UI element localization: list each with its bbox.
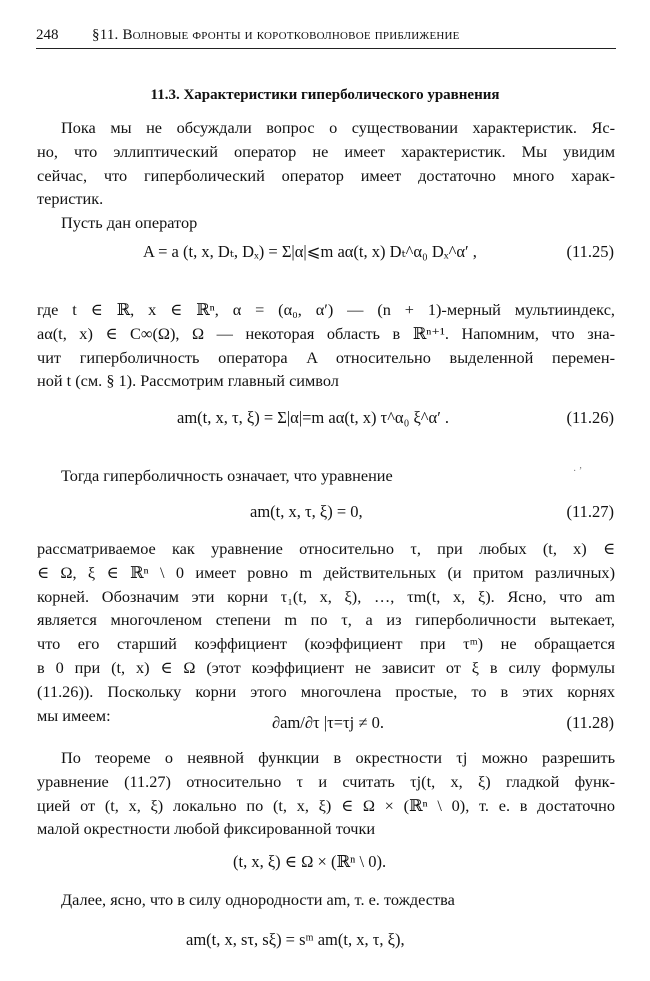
text-line: Пока мы не обсуждали вопрос о существовании характеристик. Яс- [61, 118, 615, 137]
running-header [36, 24, 616, 49]
text-line: является многочленом степени m по τ, а из гиперболичности вытекает, [37, 610, 615, 630]
text-line: корней. Обозначим эти корни τ₁(t, x, ξ), …, τm(t, x, ξ). Ясно, что am [37, 586, 615, 606]
equation-11-27 [0, 500, 650, 530]
equation-domain [0, 850, 650, 880]
paragraph-7 [37, 888, 615, 912]
equation-number: (11.26) [566, 408, 614, 427]
running-title: §11. Волновые фронты и коротковолновое приближение [92, 27, 460, 43]
text-line: По теореме о неявной функции в окрестности τj можно разрешить [61, 748, 615, 767]
paragraph-2 [37, 211, 615, 235]
paragraph-3 [37, 298, 615, 393]
equation-formula: ∂am/∂τ |τ=τj ≠ 0. [272, 713, 384, 732]
equation-11-26 [0, 400, 650, 440]
text-line: aα(t, x) ∈ C∞(Ω), Ω — некоторая область в ℝⁿ⁺¹. Напомним, что зна- [37, 323, 615, 343]
text-line: где t ∈ ℝ, x ∈ ℝⁿ, α = (α₀, α′) — (n + 1)-мерный мультииндекс, [37, 300, 615, 319]
paragraph-4 [37, 464, 615, 488]
text-line: что его старший коэффициент (коэффициент при τᵐ) не обращается [37, 634, 615, 654]
equation-formula: am(t, x, τ, ξ) = 0, [250, 502, 363, 521]
text-line: ∈ Ω, ξ ∈ ℝⁿ \ 0 имеет ровно m действительных (и притом различных) [37, 562, 615, 582]
equation-formula: am(t, x, τ, ξ) = Σ|α|=m aα(t, x) τ^α₀ ξ^α′ . [177, 408, 450, 427]
text-line: теристик. [37, 189, 104, 209]
paragraph-1 [37, 116, 615, 211]
text-line: (11.26)). Поскольку корни этого многочлена простые, то в этих корнях [37, 681, 615, 701]
page-number: 248 [36, 27, 59, 43]
text-line: мы имеем: [37, 705, 111, 725]
equation-number: (11.27) [566, 502, 614, 521]
text-line: уравнение (11.27) относительно τ и считать τj(t, x, ξ) гладкой функ- [37, 771, 615, 791]
text-line: но, что эллиптический оператор не имеет характеристик. Мы увидим [37, 141, 615, 161]
section-title: 11.3. Характеристики гиперболического уравнения [150, 87, 500, 103]
equation-number: (11.25) [566, 242, 614, 261]
text-line: рассматриваемое как уравнение относительно τ, при любых (t, x) ∈ [37, 539, 615, 558]
equation-formula: A = a (t, x, Dₜ, Dₓ) = Σ|α|⩽m aα(t, x) Dₜ^α₀ Dₓ^α′ , [143, 242, 477, 261]
equation-formula: (t, x, ξ) ∈ Ω × (ℝⁿ \ 0). [233, 852, 387, 871]
text-line: малой окрестности любой фиксированной точки [37, 819, 376, 839]
equation-number: (11.28) [566, 713, 614, 732]
paragraph-6 [37, 746, 615, 841]
scan-mark: · ’ [573, 466, 583, 477]
text-line: чит гиперболичность оператора A относительно выделенной перемен- [37, 347, 615, 367]
text-line: Тогда гиперболичность означает, что уравнение [61, 466, 393, 485]
text-line: сейчас, что гиперболический оператор имеет достаточно много харак- [37, 165, 615, 185]
equation-11-28 [0, 710, 650, 744]
text-line: цией от (t, x, ξ) локально по (t, x, ξ) ∈ Ω × (ℝⁿ \ 0), т. е. в достаточно [37, 795, 615, 815]
text-line: Пусть дан оператор [61, 213, 198, 232]
text-line: ной t (см. § 1). Рассмотрим главный символ [37, 371, 339, 391]
text-line: в 0 при (t, x) ∈ Ω (этот коэффициент не зависит от ξ в силу формулы [37, 657, 615, 677]
equation-formula: am(t, x, sτ, sξ) = sᵐ am(t, x, τ, ξ), [186, 930, 405, 949]
equation-homogeneity [0, 928, 650, 958]
text-line: Далее, ясно, что в силу однородности am, т. е. тождества [61, 890, 455, 909]
equation-11-25 [0, 240, 650, 280]
paragraph-5 [37, 537, 615, 727]
